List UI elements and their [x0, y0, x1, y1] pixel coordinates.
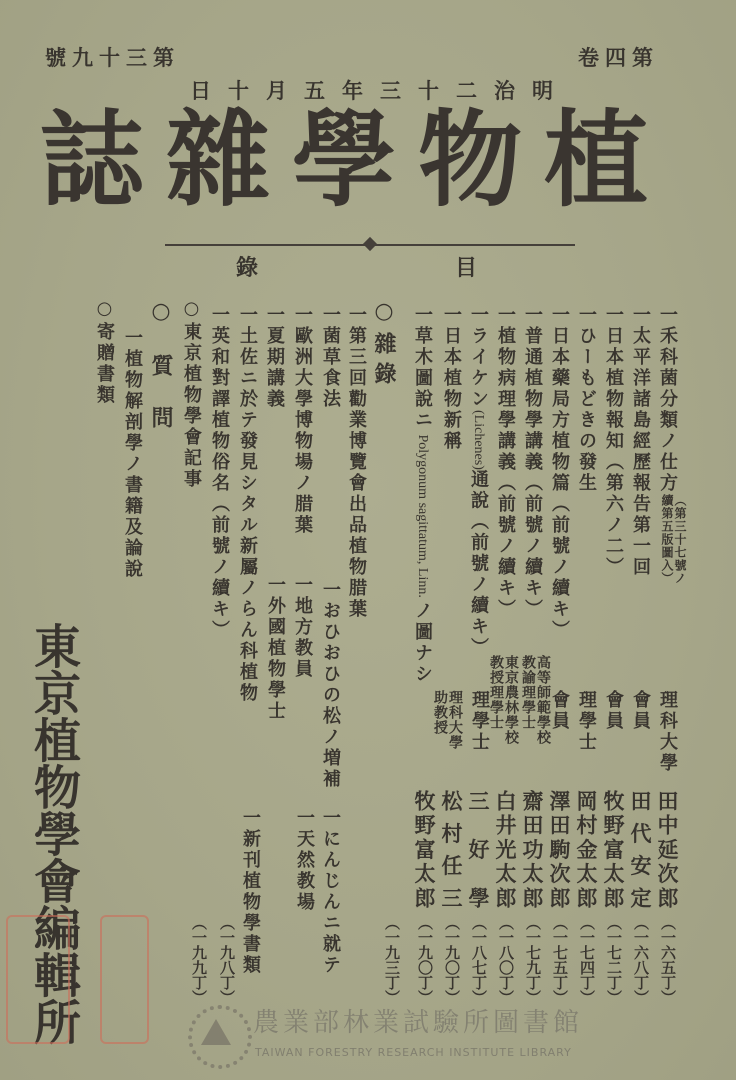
misc-item: 一英和對譯植物俗名（前號ノ續キ）: [209, 305, 230, 641]
misc-item: 一外國植物學士: [265, 575, 286, 722]
article-page: （一七九丁）: [524, 915, 542, 1005]
article-title: 一植物病理學講義（前號ノ續キ）: [495, 305, 516, 620]
article-title: 一日本植物新稱: [441, 305, 462, 452]
misc-item: 一天然教場: [294, 808, 315, 913]
society-news: ○東京植物學會記事: [181, 298, 202, 490]
library-stamp-english: TAIWAN FORESTRY RESEARCH INSTITUTE LIBRARY: [255, 1046, 572, 1059]
article-page: （一七五丁）: [551, 915, 569, 1005]
volume-number: 第四卷: [578, 45, 659, 70]
issue-number: 第三十九號: [45, 45, 180, 70]
questions-heading: ○質問: [148, 298, 174, 458]
library-logo-triangle-icon: [201, 1019, 231, 1045]
article-title: 一太平洋諸島經歷報告第一回: [630, 305, 651, 578]
article-affiliation: 高等師範學校教諭理學士: [520, 655, 551, 745]
contents-label-roku: 錄: [236, 255, 259, 281]
article-author: 澤田駒次郎: [547, 790, 572, 908]
misc-item: 一夏期講義: [264, 305, 285, 410]
misc-item: 一おひおひの松ノ増補: [320, 580, 341, 790]
article-author: 牧野富太郎: [601, 790, 626, 908]
article-page: （一六五丁）: [659, 915, 677, 1005]
article-title: 一普通植物學講義（前號ノ續キ）: [522, 305, 543, 620]
article-title: 一日本藥局方植物篇（前號ノ續キ）: [549, 305, 570, 641]
article-page: （一七四丁）: [578, 915, 596, 1005]
misc-item: 一第三回勸業博覽會出品植物腊葉: [346, 305, 367, 620]
article-page: （一八七丁）: [470, 915, 488, 1005]
society-news-page-1: （一九八丁）: [218, 915, 236, 1005]
article-title: 一草木圖說ニ Polygonum sagittatum, Linn. ノ圖ナシ: [412, 305, 433, 686]
article-author: 松村任三: [439, 790, 464, 908]
library-stamp-chinese: 農業部林業試驗所圖書館: [253, 1008, 584, 1038]
society-news-page-2: （一九九丁）: [190, 915, 208, 1005]
article-page: （一六八丁）: [632, 915, 650, 1005]
article-title: 一禾科菌分類ノ仕方（第三十七號ノ續第五版圖入）: [657, 305, 687, 585]
article-author: 田中延次郎: [655, 790, 680, 908]
article-author: 三好學: [466, 790, 491, 908]
contents-label-moku: 目: [455, 255, 478, 281]
donations-heading: ○寄贈書類: [94, 298, 115, 406]
misc-item: 一菌草食法: [320, 305, 341, 410]
article-author: 田代安定: [628, 790, 653, 908]
article-page: （一九〇丁）: [416, 915, 434, 1005]
publisher-name: 東京植物學會編輯所: [26, 622, 81, 1045]
divider-ornament: [363, 237, 377, 251]
misc-item: 一土佐ニ於テ發見シタル新屬ノらん科植物: [237, 305, 258, 704]
article-affiliation: 理學士: [469, 690, 490, 753]
article-page: （一八〇丁）: [497, 915, 515, 1005]
journal-title: 植物學雜誌: [40, 98, 671, 221]
red-seal-left: [6, 915, 70, 1044]
misc-item: 一歐洲大學博物場ノ腊葉: [292, 305, 313, 536]
article-affiliation: 理學士: [576, 690, 597, 753]
miscellany-heading: ○雜錄: [371, 298, 397, 392]
misc-item: 一にんじんニ就テ: [320, 808, 341, 976]
article-title: 一日本植物報知（第六ノ二）: [603, 305, 624, 578]
article-affiliation: 東京農林學校教授理學士: [488, 655, 519, 745]
misc-page: （一九三丁）: [383, 915, 401, 1005]
article-author: 岡村金太郎: [574, 790, 599, 908]
misc-item: 一新刊植物學書類: [240, 808, 261, 976]
article-affiliation: 理科大學: [657, 690, 678, 774]
red-seal-right: [100, 915, 149, 1044]
misc-item: 一地方教員: [292, 575, 313, 680]
article-affiliation: 會員: [603, 690, 624, 732]
article-affiliation: 理科大學助教授: [432, 690, 463, 750]
article-author: 牧野富太郎: [412, 790, 437, 908]
article-title: 一ひーもどきの發生: [576, 305, 597, 494]
article-author: 白井光太郎: [493, 790, 518, 908]
article-affiliation: 會員: [630, 690, 651, 732]
article-title: 一ライケン(Lichenes)通說（前號ノ續キ）: [468, 305, 489, 659]
article-author: 齋田功太郎: [520, 790, 545, 908]
publication-date: 明治二十三年五月十日: [190, 78, 570, 103]
question-item: 一植物解剖學ノ書籍及論說: [122, 328, 143, 580]
article-page: （一七二丁）: [605, 915, 623, 1005]
article-affiliation: 會員: [549, 690, 570, 732]
article-page: （一九〇丁）: [443, 915, 461, 1005]
